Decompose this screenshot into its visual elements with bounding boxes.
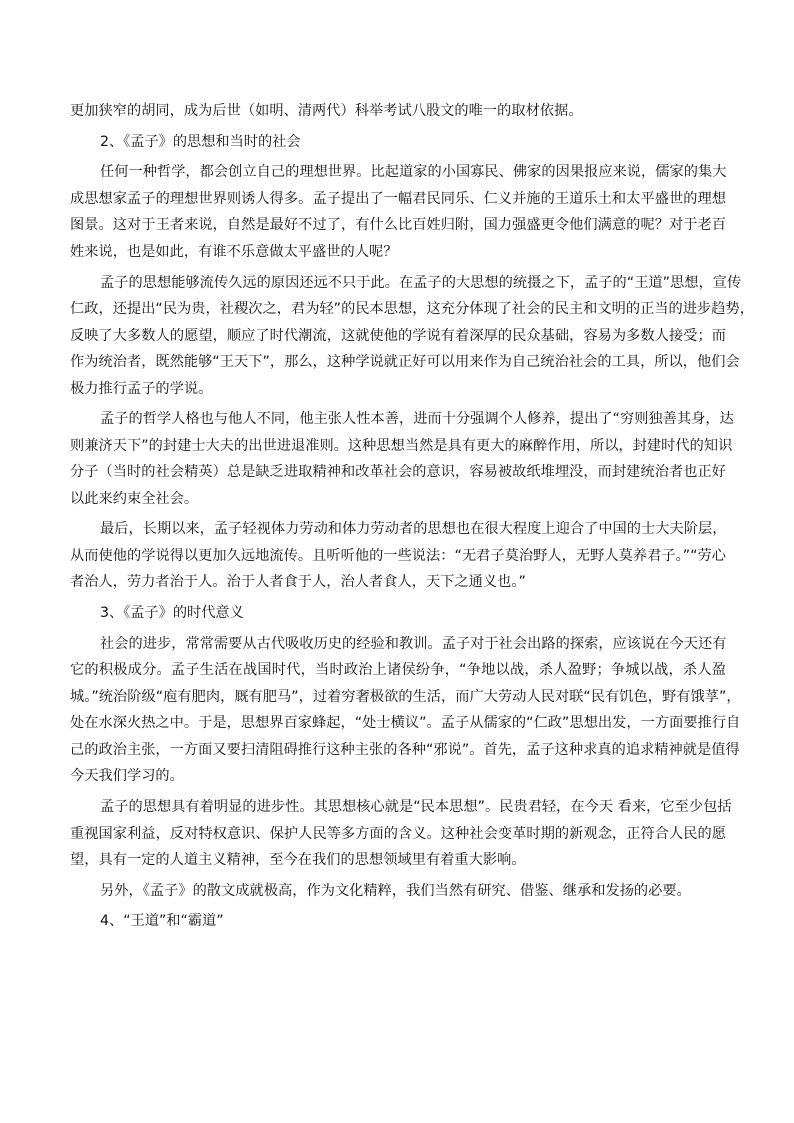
paragraph-line: 处在水深火热之中。于是，思想界百家蜂起，“处士横议”。孟子从儒家的“仁政”思想出发，一方面要推行自 bbox=[70, 715, 741, 732]
paragraph bbox=[70, 270, 754, 403]
section-heading-3: 3、《孟子》的时代意义 bbox=[100, 605, 244, 622]
paragraph-line: 己的政治主张，一方面又要扫清阻碍推行这种主张的各种“邪说”。首先，孟子这种求真的追求精神就是值得 bbox=[70, 741, 740, 758]
paragraph-line: 反映了大多数人的愿望，顺应了时代潮流，这就使他的学说有着深厚的民众基础，容易为多数人接受；而 bbox=[70, 327, 726, 344]
paragraph bbox=[70, 516, 726, 596]
paragraph-line: 孟子的思想能够流传久远的原因还远不只于此。在孟子的大思想的统摄之下，孟子的“王道”思想，宣传 bbox=[100, 274, 742, 291]
paragraph-line: 孟子的哲学人格也与他人不同，他主张人性本善，进而十分强调个人修养，提出了“穷则独善其身，达 bbox=[100, 411, 734, 428]
paragraph-line: 作为统治者，既然能够“王天下”，那么，这种学说就正好可以用来作为自己统治社会的工具，所以，他们会 bbox=[70, 354, 740, 371]
paragraph-line: 分子（当时的社会精英）总是缺乏进取精神和改革社会的意识，容易被故纸堆埋没，而封建统治者也正好 bbox=[70, 464, 726, 481]
paragraph bbox=[70, 159, 726, 265]
paragraph-line: 任何一种哲学，都会创立自己的理想世界。比起道家的小国寡民、佛家的因果报应来说，儒家的集大 bbox=[100, 164, 727, 181]
paragraph bbox=[70, 631, 741, 790]
paragraph-line: 望，具有一定的人道主义精神，至今在我们的思想领域里有着重大影响。 bbox=[70, 852, 526, 868]
paragraph-line: 重视国家利益，反对特权意识、保护人民等多方面的含义。这种社会变革时期的新观念，正符合人民的愿 bbox=[70, 825, 726, 842]
paragraph-line: 更加狭窄的胡同，成为后世（如明、清两代）科举考试八股文的唯一的取材依据。 bbox=[70, 103, 583, 119]
paragraph-line: 则兼济天下”的封建士大夫的出世进退准则。这种思想当然是具有更大的麻醉作用，所以，封建时代的知识 bbox=[70, 437, 733, 454]
paragraph bbox=[70, 406, 734, 512]
paragraph-line: 姓来说，也是如此，有谁不乐意做太平盛世的人呢？ bbox=[70, 243, 398, 260]
paragraph bbox=[70, 794, 732, 874]
paragraph-line: 今天我们学习的。 bbox=[70, 768, 184, 785]
paragraph-line: 以此来约束全社会。 bbox=[70, 490, 199, 507]
paragraph-line: 最后，长期以来，孟子轻视体力劳动和体力劳动者的思想也在很大程度上迎合了中国的士大夫阶层， bbox=[100, 521, 727, 538]
paragraph-line: 者治人，劳力者治于人。治于人者食于人，治人者食人，天下之通义也。” bbox=[70, 574, 526, 591]
paragraph-line: 仁政，还提出“民为贵，社稷次之，君为轻”的民本思想，这充分体现了社会的民主和文明的正当的进步趋势， bbox=[70, 301, 754, 318]
section-heading-2: 2、《孟子》的思想和当时的社会 bbox=[100, 133, 301, 150]
section-heading-4: 4、“王道”和“霸道” bbox=[100, 913, 224, 930]
paragraph-line: 它的积极成分。孟子生活在战国时代，当时政治上诸侯纷争，“争地以战，杀人盈野；争城以战，杀人盈 bbox=[70, 662, 726, 679]
paragraph-line: 成思想家孟子的理想世界则诱人得多。孟子提出了一幅君民同乐、仁义并施的王道乐土和太平盛世的理想 bbox=[70, 190, 726, 207]
paragraph-line: 图景。这对于王者来说，自然是最好不过了，有什么比百姓归附，国力强盛更令他们满意的呢？对于老百 bbox=[70, 217, 726, 234]
paragraph bbox=[70, 878, 726, 905]
paragraph-line: 极力推行孟子的学说。 bbox=[70, 380, 213, 397]
paragraph-line: 从而使他的学说得以更加久远地流传。且听听他的一些说法：“无君子莫治野人，无野人莫养君子。”“劳心 bbox=[70, 547, 726, 564]
paragraph-line: 孟子的思想具有着明显的进步性。其思想核心就是“民本思想”。民贵君轻，在今天 看来，它至少包括 bbox=[100, 799, 732, 815]
document-page bbox=[70, 98, 754, 935]
paragraph-line: 另外，《孟子》的散文成就极高，作为文化精粹，我们当然有研究、借鉴、继承和发扬的必要。 bbox=[100, 882, 691, 899]
paragraph-line: 城。”统治阶级“庖有肥肉，厩有肥马”，过着穷奢极欲的生活，而广大劳动人民对联“民有饥色，野有饿莩”， bbox=[70, 688, 741, 705]
paragraph-line: 社会的进步，常常需要从古代吸收历史的经验和教训。孟子对于社会出路的探索，应该说在今天还有 bbox=[100, 635, 727, 652]
